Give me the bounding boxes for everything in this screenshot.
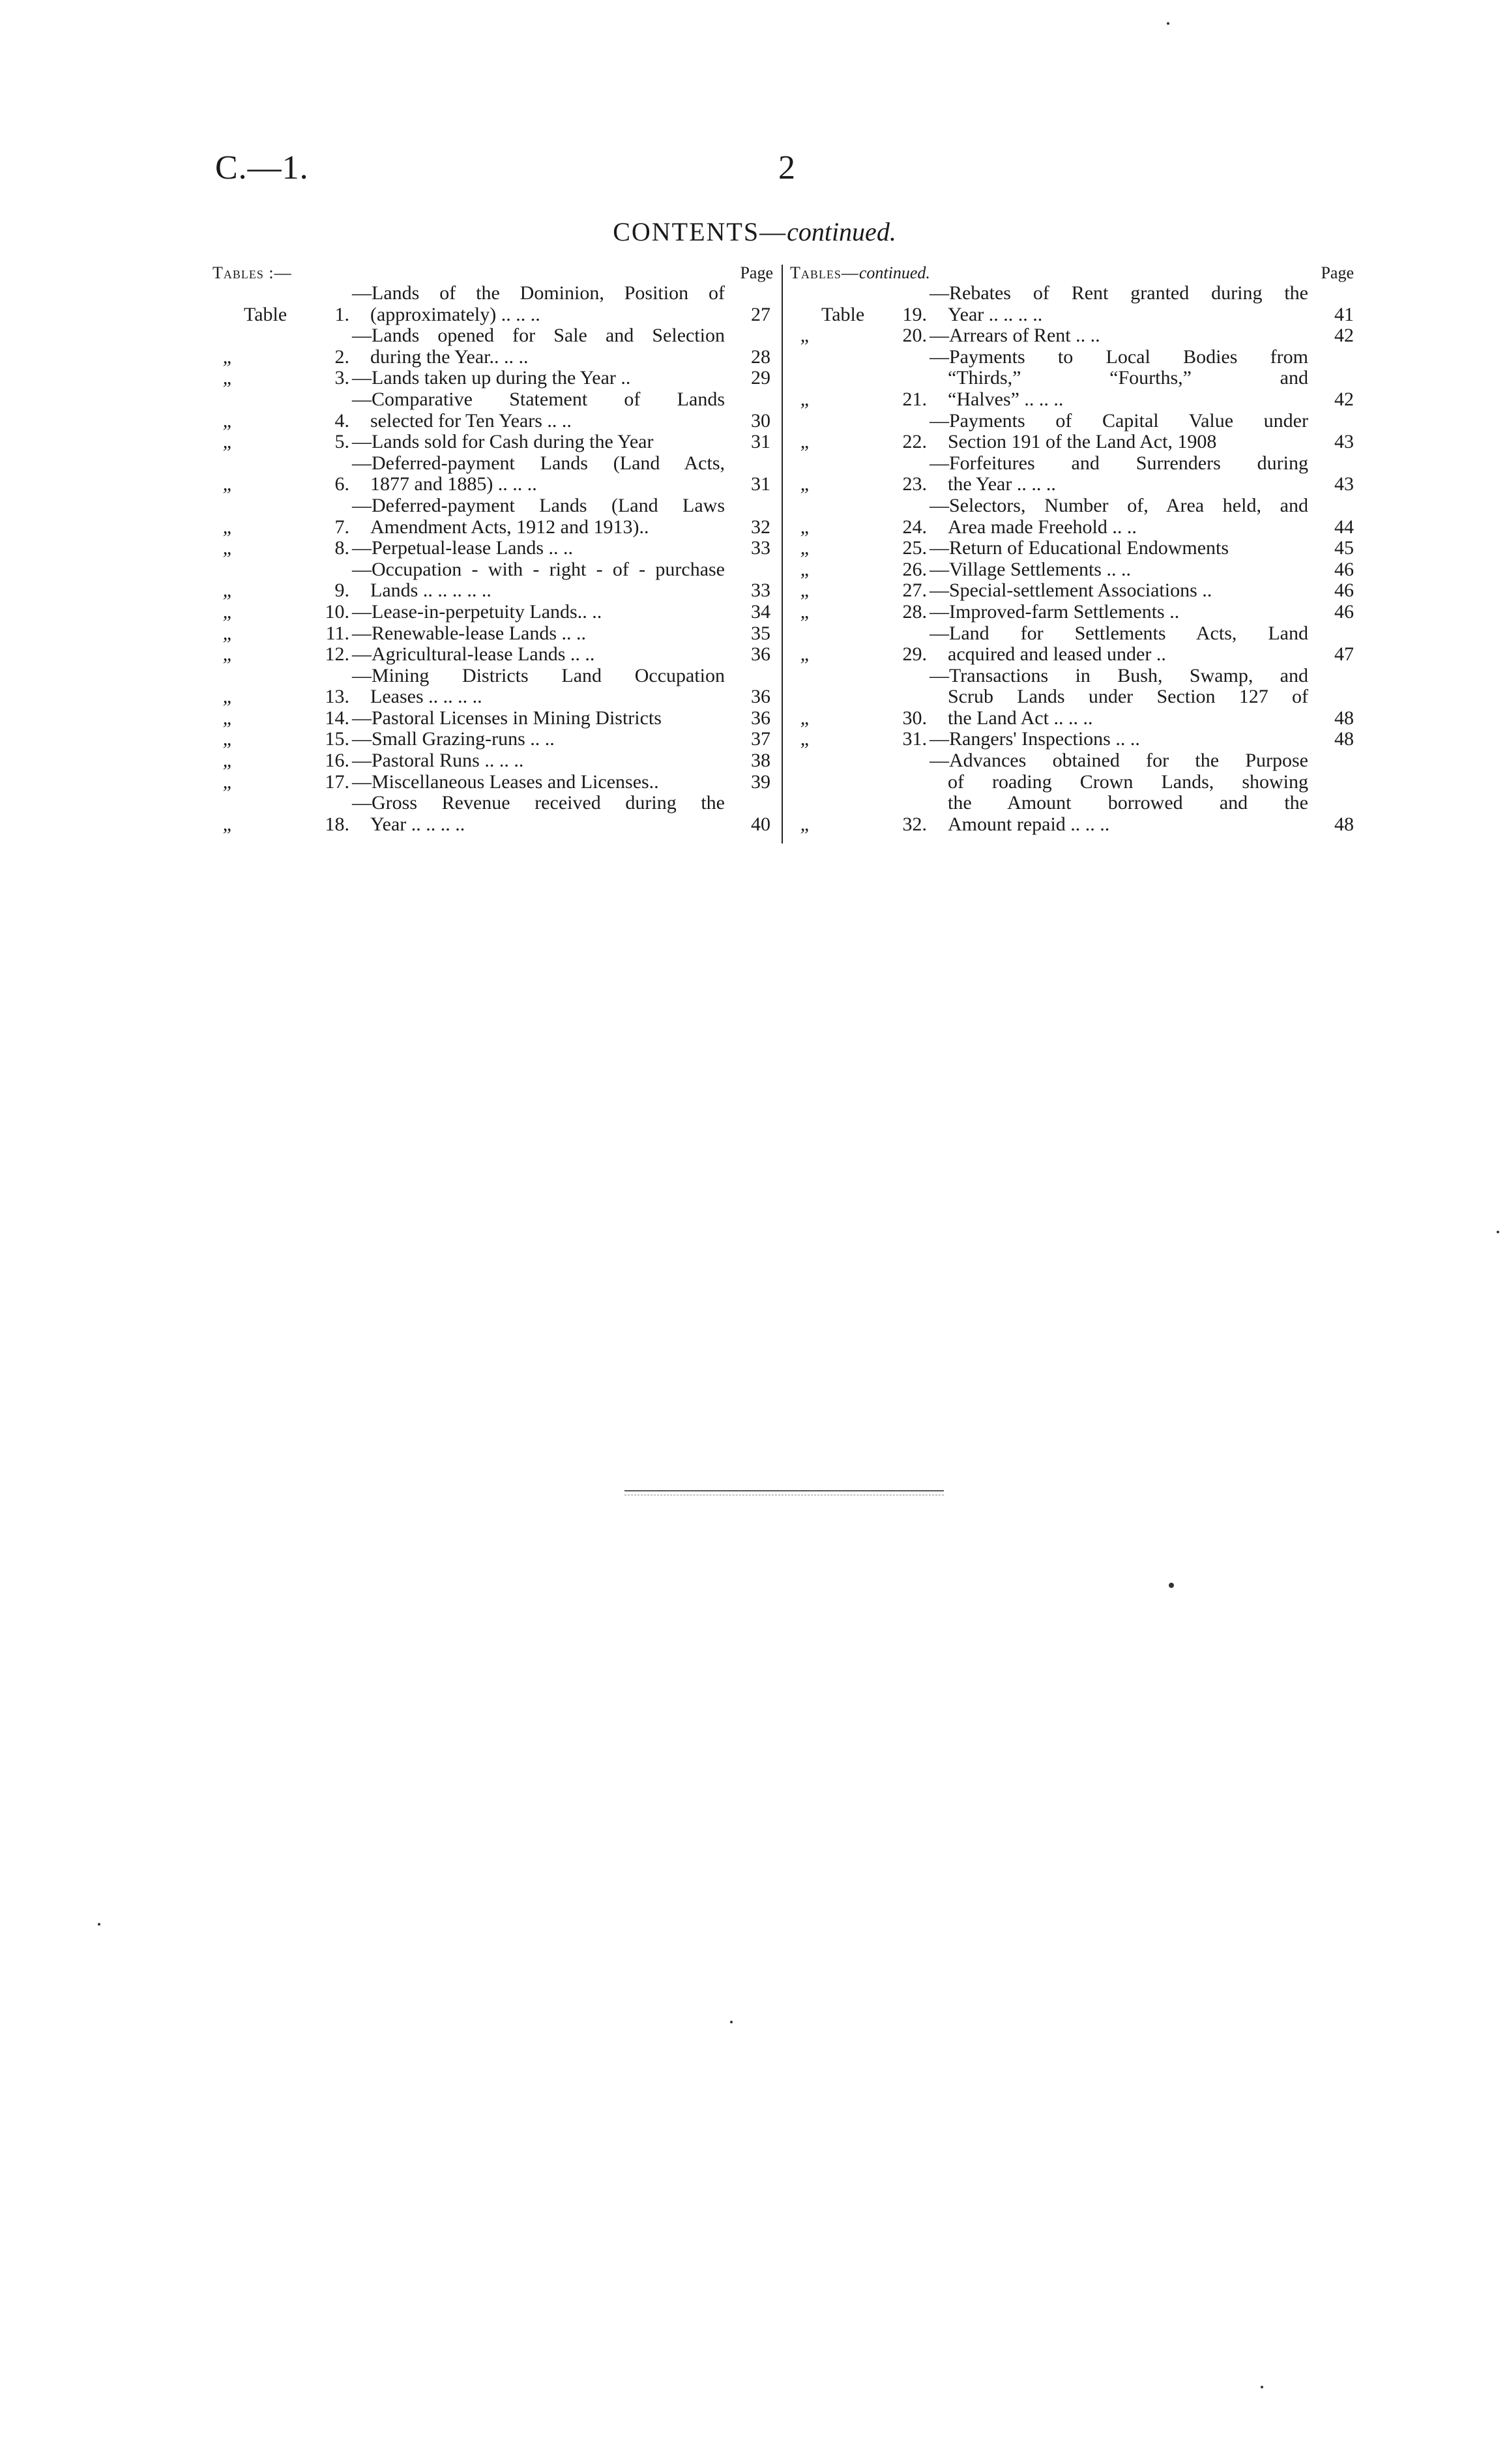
entry-title-line: Area made Freehold .. .. <box>948 516 1137 538</box>
entry-page-number: 48 <box>1334 813 1354 835</box>
entry-title-line: —Mining Districts Land Occupation <box>352 664 725 686</box>
ditto-mark: „ <box>800 325 812 347</box>
entry-title <box>930 538 1308 559</box>
entry-title-line: —Payments of Capital Value under <box>930 409 1308 432</box>
entry-title-line: (approximately) .. .. .. <box>370 303 540 325</box>
entry-page-number: 42 <box>1334 325 1354 347</box>
table-number: 22. <box>902 431 927 453</box>
entry-title-line: Amount repaid .. .. .. <box>948 813 1110 835</box>
entry-title <box>352 283 725 325</box>
entry-page-number: 43 <box>1334 473 1354 495</box>
page-column-header: Page <box>1321 263 1354 282</box>
contents-entry <box>212 666 773 708</box>
entry-page-number: 32 <box>751 516 770 538</box>
contents-entry <box>212 772 773 793</box>
page-number: 2 <box>778 149 795 186</box>
ditto-mark: „ <box>222 409 234 432</box>
table-number: 32. <box>902 813 927 835</box>
ditto-mark: „ <box>222 537 234 559</box>
table-number: 12. <box>325 643 349 666</box>
entry-page-number: 35 <box>751 622 770 644</box>
entry-title-line: —Forfeitures and Surrenders during <box>930 452 1308 474</box>
entry-title-line: —Lease-in-perpetuity Lands.. .. <box>352 600 602 623</box>
scan-speck <box>1261 2386 1263 2388</box>
entry-title <box>352 793 725 835</box>
contents-entry <box>212 368 773 389</box>
entry-title <box>352 368 725 389</box>
entry-title-line: “Halves” .. .. .. <box>948 388 1064 410</box>
contents-entry <box>212 602 773 623</box>
table-number: 19. <box>902 303 927 325</box>
contents-title-continued: continued. <box>787 217 896 246</box>
contents-entry <box>790 538 1354 559</box>
entry-title <box>352 325 725 368</box>
entry-title <box>930 495 1308 538</box>
entry-page-number: 46 <box>1334 579 1354 602</box>
ditto-mark: „ <box>800 728 812 750</box>
contents-title: CONTENTS— <box>613 217 787 246</box>
entry-title-line: —Lands of the Dominion, Position of <box>352 282 725 304</box>
table-number: 5. <box>334 431 349 453</box>
document-reference: C.—1. <box>215 149 309 186</box>
entry-title-line: —Comparative Statement of Lands <box>352 388 725 410</box>
entry-title-line: —Special-settlement Associations .. <box>930 579 1212 602</box>
entry-title-line: —Renewable-lease Lands .. .. <box>352 622 587 644</box>
entry-page-number: 27 <box>751 303 770 325</box>
entry-page-number: 28 <box>751 345 770 368</box>
entry-title <box>352 729 725 750</box>
contents-entry <box>212 325 773 368</box>
table-number: 4. <box>334 409 349 432</box>
ditto-mark: „ <box>222 728 234 750</box>
entry-title-line: —Pastoral Runs .. .. .. <box>352 750 524 772</box>
entry-title <box>930 325 1308 347</box>
contents-entry <box>212 623 773 645</box>
entry-title-line: —Advances obtained for the Purpose <box>930 750 1308 772</box>
entry-title-line: —Rangers' Inspections .. .. <box>930 728 1140 750</box>
ditto-mark: „ <box>800 643 812 666</box>
table-number: 24. <box>902 516 927 538</box>
table-number: 13. <box>325 686 349 708</box>
scan-speck <box>730 2021 733 2023</box>
table-prefix: Table <box>821 303 865 325</box>
ditto-mark: „ <box>222 600 234 623</box>
entry-page-number: 31 <box>751 431 770 453</box>
entry-title-line: —Agricultural-lease Lands .. .. <box>352 643 595 666</box>
entry-title-line: —Perpetual-lease Lands .. .. <box>352 537 574 559</box>
entry-page-number: 48 <box>1334 707 1354 729</box>
table-number: 20. <box>902 325 927 347</box>
entry-title-line: —Payments to Local Bodies from <box>930 345 1308 368</box>
entry-title-line: —Improved-farm Settlements .. <box>930 600 1180 623</box>
ditto-mark: „ <box>222 579 234 602</box>
entry-title <box>352 623 725 645</box>
contents-entry <box>212 559 773 602</box>
ditto-mark: „ <box>222 686 234 708</box>
entry-page-number: 43 <box>1334 431 1354 453</box>
entry-title-line: the Land Act .. .. .. <box>948 707 1093 729</box>
contents-entry <box>790 453 1354 495</box>
table-number: 29. <box>902 643 927 666</box>
entry-page-number: 46 <box>1334 600 1354 623</box>
contents-entry <box>790 729 1354 750</box>
contents-entry <box>790 666 1354 729</box>
table-number: 2. <box>334 345 349 368</box>
entry-title-line: —Village Settlements .. .. <box>930 558 1131 580</box>
table-number: 28. <box>902 600 927 623</box>
contents-entry <box>790 559 1354 581</box>
entry-page-number: 46 <box>1334 558 1354 580</box>
table-number: 3. <box>334 367 349 389</box>
entry-title-line: —Pastoral Licenses in Mining Districts <box>352 707 662 729</box>
entry-title <box>930 750 1308 835</box>
table-prefix: Table <box>244 303 287 325</box>
entry-title-line: Amendment Acts, 1912 and 1913).. <box>370 516 649 538</box>
table-number: 27. <box>902 579 927 602</box>
contents-list-left <box>212 283 773 835</box>
ditto-mark: „ <box>800 600 812 623</box>
entry-title-line: —Arrears of Rent .. .. <box>930 325 1100 347</box>
ditto-mark: „ <box>800 813 812 835</box>
entry-title-line: —Small Grazing-runs .. .. <box>352 728 555 750</box>
entry-page-number: 34 <box>751 600 770 623</box>
table-number: 8. <box>334 537 349 559</box>
contents-entry <box>212 750 773 772</box>
contents-entry <box>212 644 773 666</box>
entry-title-line: “Thirds,” “Fourths,” and <box>948 367 1308 389</box>
entry-title-line: —Lands sold for Cash during the Year <box>352 431 654 453</box>
table-number: 23. <box>902 473 927 495</box>
entry-page-number: 30 <box>751 409 770 432</box>
table-number: 6. <box>334 473 349 495</box>
entry-title <box>930 602 1308 623</box>
ditto-mark: „ <box>222 707 234 729</box>
entry-title-line: the Year .. .. .. <box>948 473 1056 495</box>
table-number: 11. <box>325 622 349 644</box>
entry-title <box>930 453 1308 495</box>
entry-page-number: 37 <box>751 728 770 750</box>
contents-heading <box>0 216 1509 247</box>
tables-label-continued <box>790 263 930 283</box>
end-rule <box>624 1490 944 1493</box>
entry-title-line: —Selectors, Number of, Area held, and <box>930 494 1308 516</box>
entry-title-line: 1877 and 1885) .. .. .. <box>370 473 537 495</box>
tables-label: Tables :— <box>212 263 292 282</box>
entry-title <box>352 559 725 602</box>
entry-title-line: of roading Crown Lands, showing <box>948 770 1308 793</box>
entry-title-line: selected for Ten Years .. .. <box>370 409 572 432</box>
entry-title <box>352 750 725 772</box>
table-number: 25. <box>902 537 927 559</box>
entry-page-number: 36 <box>751 643 770 666</box>
table-number: 18. <box>325 813 349 835</box>
entry-title <box>930 283 1308 325</box>
contents-entry <box>212 389 773 432</box>
ditto-mark: „ <box>222 622 234 644</box>
contents-entry <box>212 283 773 325</box>
entry-page-number: 36 <box>751 707 770 729</box>
entry-page-number: 44 <box>1334 516 1354 538</box>
entry-page-number: 36 <box>751 686 770 708</box>
scan-speck <box>1497 1231 1499 1233</box>
ditto-mark: „ <box>800 558 812 580</box>
table-number: 9. <box>334 579 349 602</box>
ditto-mark: „ <box>800 388 812 410</box>
contents-list-right <box>790 283 1354 835</box>
entry-title-line: —Occupation - with - right - of - purchase <box>352 558 725 580</box>
entry-title-line: —Lands opened for Sale and Selection <box>352 325 725 347</box>
entry-page-number: 42 <box>1334 388 1354 410</box>
ditto-mark: „ <box>222 431 234 453</box>
entry-title-line: —Lands taken up during the Year .. <box>352 367 631 389</box>
ditto-mark: „ <box>222 770 234 793</box>
contents-entry <box>790 347 1354 411</box>
entry-title <box>352 602 725 623</box>
scan-speck <box>1169 1583 1174 1588</box>
entry-title <box>930 559 1308 581</box>
contents-entry <box>790 750 1354 835</box>
entry-title-line: Scrub Lands under Section 127 of <box>948 686 1308 708</box>
entry-title <box>352 666 725 708</box>
entry-title-line: Lands .. .. .. .. .. <box>370 579 491 602</box>
entry-title <box>930 623 1308 666</box>
entry-title <box>930 666 1308 729</box>
ditto-mark: „ <box>800 516 812 538</box>
contents-entry <box>212 432 773 453</box>
scan-speck <box>98 1923 100 1926</box>
ditto-mark: „ <box>800 473 812 495</box>
entry-title-line: —Rebates of Rent granted during the <box>930 282 1308 304</box>
table-number: 16. <box>325 750 349 772</box>
ditto-mark: „ <box>222 750 234 772</box>
ditto-mark: „ <box>222 473 234 495</box>
table-number: 15. <box>325 728 349 750</box>
entry-title-line: —Return of Educational Endowments <box>930 537 1229 559</box>
table-number: 14. <box>325 707 349 729</box>
table-number: 7. <box>334 516 349 538</box>
entry-title-line: —Land for Settlements Acts, Land <box>930 622 1308 644</box>
ditto-mark: „ <box>800 707 812 729</box>
entry-page-number: 41 <box>1334 303 1354 325</box>
ditto-mark: „ <box>222 367 234 389</box>
entry-page-number: 33 <box>751 579 770 602</box>
entry-title <box>930 580 1308 602</box>
entry-title <box>352 644 725 666</box>
table-number: 10. <box>325 600 349 623</box>
entry-page-number: 29 <box>751 367 770 389</box>
ditto-mark: „ <box>800 537 812 559</box>
entry-title-line: —Gross Revenue received during the <box>352 792 725 814</box>
contents-entry <box>790 623 1354 666</box>
entry-title-line: Section 191 of the Land Act, 1908 <box>948 431 1217 453</box>
entry-title-line: Year .. .. .. .. <box>370 813 465 835</box>
ditto-mark: „ <box>222 516 234 538</box>
contents-entry <box>212 495 773 538</box>
contents-entry <box>790 580 1354 602</box>
table-number: 26. <box>902 558 927 580</box>
entry-page-number: 39 <box>751 770 770 793</box>
contents-entry <box>212 708 773 729</box>
ditto-mark: „ <box>800 431 812 453</box>
scan-speck <box>1167 22 1169 25</box>
entry-title <box>352 708 725 729</box>
contents-entry <box>790 602 1354 623</box>
entry-page-number: 40 <box>751 813 770 835</box>
table-number: 17. <box>325 770 349 793</box>
entry-page-number: 31 <box>751 473 770 495</box>
entry-title <box>930 411 1308 453</box>
entry-title <box>352 538 725 559</box>
entry-title-line: —Deferred-payment Lands (Land Acts, <box>352 452 725 474</box>
entry-title-line: acquired and leased under .. <box>948 643 1166 666</box>
entry-title-line: —Deferred-payment Lands (Land Laws <box>352 494 725 516</box>
ditto-mark: „ <box>222 813 234 835</box>
contents-entry <box>212 793 773 835</box>
contents-entry <box>790 495 1354 538</box>
entry-title-line: Year .. .. .. .. <box>948 303 1043 325</box>
table-number: 30. <box>902 707 927 729</box>
contents-entry <box>790 411 1354 453</box>
contents-entry <box>212 538 773 559</box>
entry-page-number: 47 <box>1334 643 1354 666</box>
ditto-mark: „ <box>800 579 812 602</box>
ditto-mark: „ <box>222 643 234 666</box>
tables-label-cont: continued. <box>858 263 930 282</box>
entry-title <box>352 772 725 793</box>
entry-title-line: during the Year.. .. .. <box>370 345 529 368</box>
entry-page-number: 48 <box>1334 728 1354 750</box>
entry-title <box>352 389 725 432</box>
entry-title <box>930 729 1308 750</box>
column-divider <box>782 265 783 843</box>
entry-title <box>352 432 725 453</box>
page-column-header: Page <box>740 263 773 282</box>
entry-title-line: —Miscellaneous Leases and Licenses.. <box>352 770 659 793</box>
entry-title <box>930 347 1308 411</box>
table-number: 21. <box>902 388 927 410</box>
tables-label-text: Tables— <box>790 263 859 282</box>
entry-title <box>352 495 725 538</box>
entry-title <box>352 453 725 495</box>
entry-page-number: 33 <box>751 537 770 559</box>
entry-title-line: Leases .. .. .. .. <box>370 686 482 708</box>
entry-title-line: —Transactions in Bush, Swamp, and <box>930 664 1308 686</box>
contents-entry <box>212 453 773 495</box>
entry-title-line: the Amount borrowed and the <box>948 792 1308 814</box>
entry-page-number: 38 <box>751 750 770 772</box>
table-number: 1. <box>334 303 349 325</box>
contents-entry <box>790 283 1354 325</box>
contents-entry <box>212 729 773 750</box>
contents-entry <box>790 325 1354 347</box>
ditto-mark: „ <box>222 345 234 368</box>
entry-page-number: 45 <box>1334 537 1354 559</box>
table-number: 31. <box>902 728 927 750</box>
